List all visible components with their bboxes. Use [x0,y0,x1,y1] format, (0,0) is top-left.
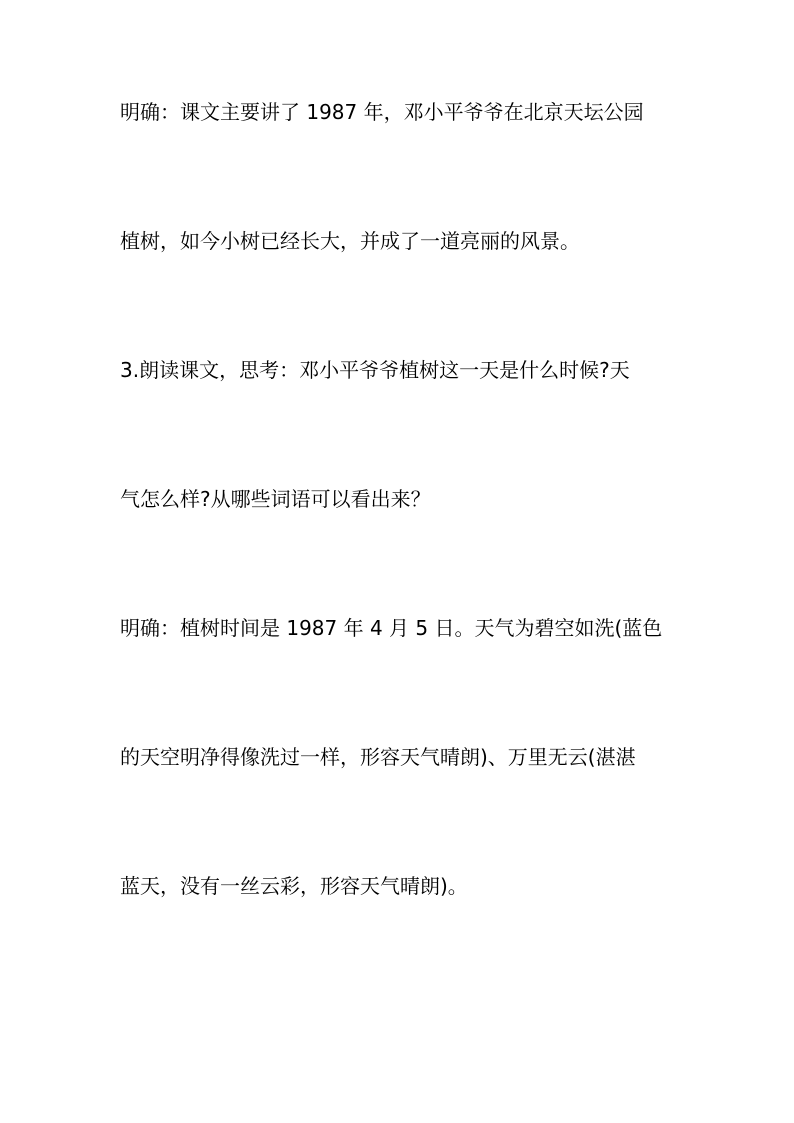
question-3-line-1: 3.朗读课文，思考：邓小平爷爷植树这一天是什么时候?天 [120,358,630,382]
answer-paragraph-2-line-3: 蓝天，没有一丝云彩，形容天气晴朗)。 [120,874,468,898]
answer-paragraph-1-line-1: 明确：课文主要讲了 1987 年，邓小平爷爷在北京天坛公园 [120,100,644,124]
question-3-line-2: 气怎么样?从哪些词语可以看出来？ [120,487,431,511]
answer-paragraph-2-line-1: 明确：植树时间是 1987 年 4 月 5 日。天气为碧空如洗(蓝色 [120,616,663,640]
answer-paragraph-1-line-2: 植树，如今小树已经长大，并成了一道亮丽的风景。 [120,229,580,253]
answer-paragraph-2-line-2: 的天空明净得像洗过一样，形容天气晴朗)、万里无云(湛湛 [120,745,636,769]
